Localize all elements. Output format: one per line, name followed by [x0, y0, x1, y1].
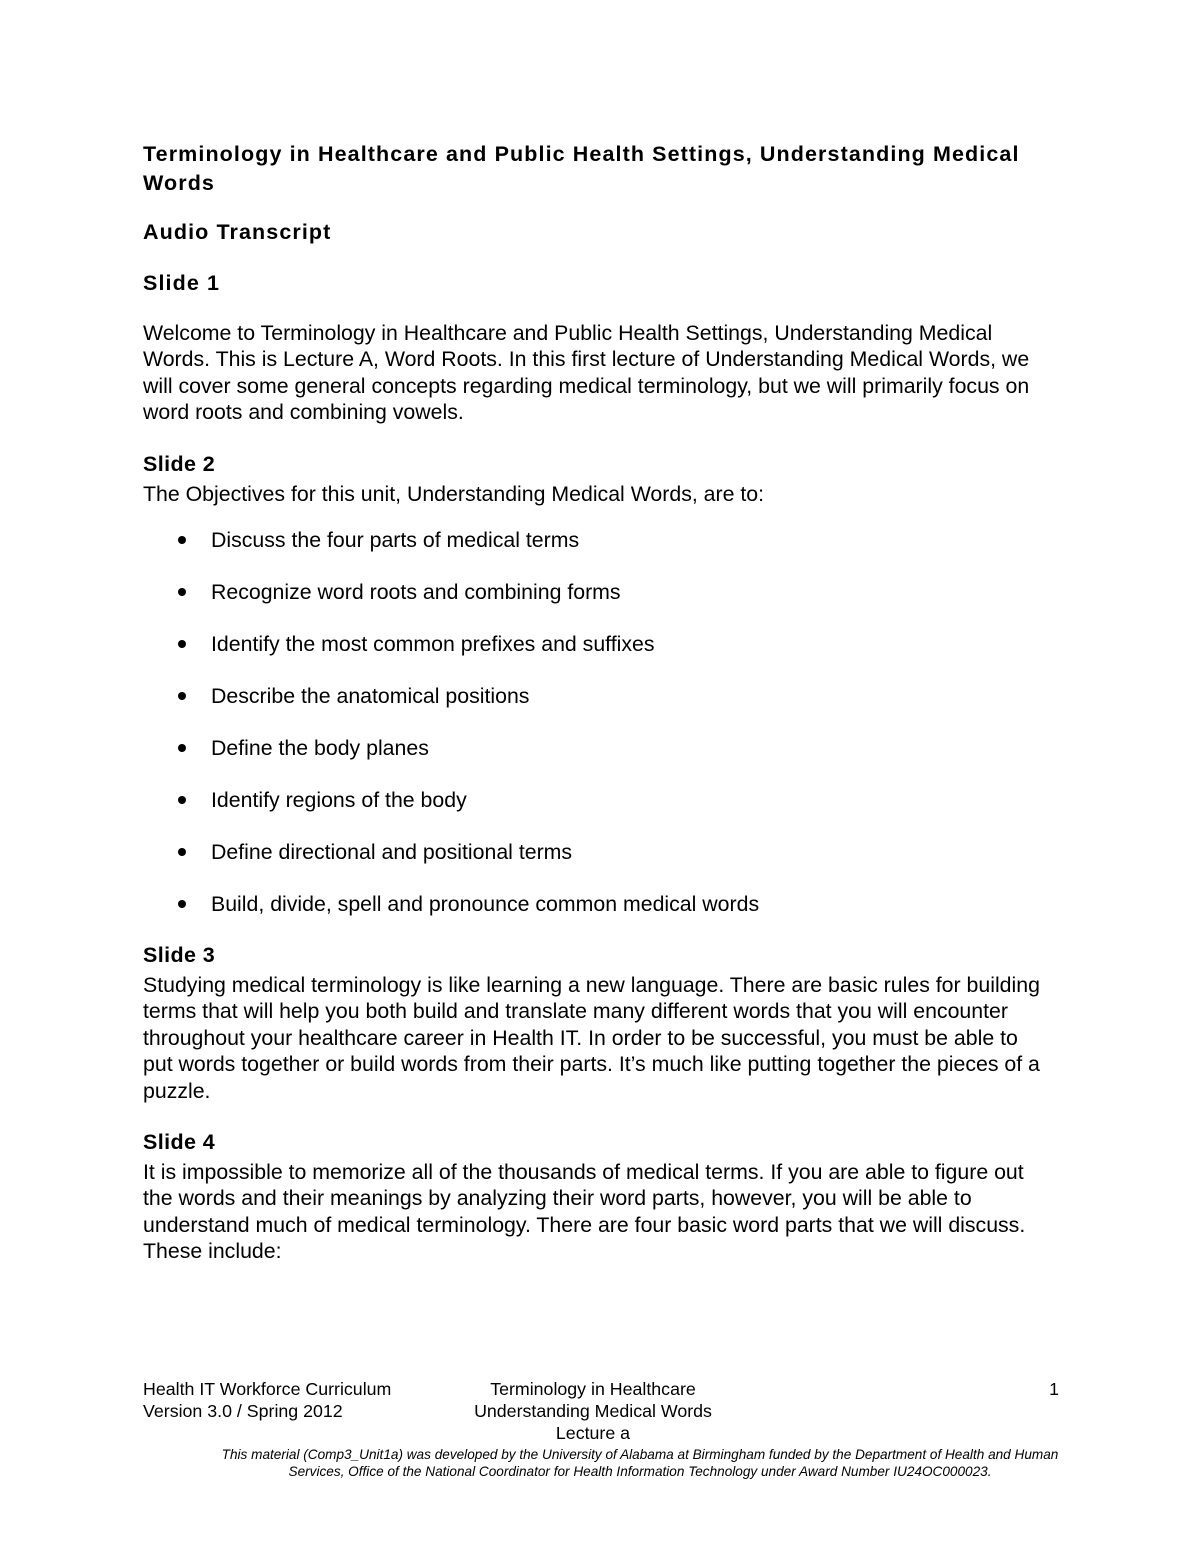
document-title: Terminology in Healthcare and Public Health Settings, Understanding Medical Words [143, 142, 1020, 195]
list-item-text: Describe the anatomical positions [211, 684, 530, 709]
bullet-icon [178, 588, 186, 596]
document-subtitle: Audio Transcript [143, 220, 332, 244]
footer-curriculum [143, 1378, 391, 1422]
slide-heading: Slide 1 [143, 271, 221, 295]
list-item-text: Identify the most common prefixes and suffixes [211, 632, 655, 657]
footer-course [423, 1378, 763, 1444]
list-item [143, 839, 1043, 865]
slide-heading: Slide 3 [143, 943, 216, 968]
document-body [143, 140, 1043, 1265]
list-item-text: Identify regions of the body [211, 788, 467, 813]
bullet-icon [178, 692, 186, 700]
slide-2-section [143, 450, 1043, 917]
bullet-icon [178, 900, 186, 908]
list-item [143, 631, 1043, 657]
bullet-icon [178, 796, 186, 804]
bullet-icon [178, 744, 186, 752]
list-item [143, 787, 1043, 813]
slide-4-section [143, 1128, 1043, 1265]
list-item [143, 891, 1043, 917]
list-item [143, 527, 1043, 553]
list-item [143, 735, 1043, 761]
slide-text: Welcome to Terminology in Healthcare and Public Health Settings, Understanding Medical Words. This is Lecture A, Word Roots. In this first lecture of Understanding Medical Words, we will cover some general concepts regarding medical terminology, but we will primarily focus on word roots and combining vowels. [143, 321, 1030, 425]
disclaimer-line: This material (Comp3_Unit1a) was developed by the University of Alabama at Birmingham funded by the Department of Health and Human [221, 1447, 1059, 1462]
bullet-icon [178, 640, 186, 648]
slide-text: The Objectives for this unit, Understanding Medical Words, are to: [143, 481, 765, 506]
list-item-text: Define directional and positional terms [211, 840, 573, 865]
slide-heading: Slide 4 [143, 1130, 216, 1155]
bullet-icon [178, 848, 186, 856]
funding-disclaimer [80, 1446, 1200, 1480]
bullet-icon [178, 536, 186, 544]
list-item-text: Build, divide, spell and pronounce common medical words [211, 892, 760, 917]
slide-text: Studying medical terminology is like learning a new language. There are basic rules for building terms that will help you both build and translate many different words that you will encounter throughout your healthcare career in Health IT. In order to be successful, you must be able to put words together or build words from their parts. It’s much like putting together the pieces of a puzzle. [143, 973, 1040, 1103]
list-item-text: Define the body planes [211, 736, 429, 761]
page-footer [143, 1378, 1059, 1448]
page-number: 1 [1049, 1379, 1059, 1399]
list-item [143, 579, 1043, 605]
list-item-text: Recognize word roots and combining forms [211, 580, 621, 605]
disclaimer-line: Services, Office of the National Coordinator for Health Information Technology under Award Number IU24OC000023. [288, 1464, 992, 1479]
slide-1-section [143, 269, 1043, 426]
slide-heading: Slide 2 [143, 451, 216, 476]
footer-lecture: Lecture a [555, 1423, 631, 1443]
slide-3-section [143, 941, 1043, 1104]
footer-version: Version 3.0 / Spring 2012 [143, 1401, 343, 1421]
footer-curriculum-name: Health IT Workforce Curriculum [143, 1379, 392, 1399]
list-item-text: Discuss the four parts of medical terms [211, 528, 580, 553]
list-item [143, 683, 1043, 709]
slide-text: It is impossible to memorize all of the thousands of medical terms. If you are able to figure out the words and their meanings by analyzing their word parts, however, you will be able to understand much of medical terminology. There are four basic word parts that we will discuss. These include: [143, 1160, 1026, 1264]
objectives-list [143, 527, 1043, 917]
footer-course-name: Terminology in Healthcare [490, 1379, 696, 1399]
footer-unit-name: Understanding Medical Words [474, 1401, 712, 1421]
